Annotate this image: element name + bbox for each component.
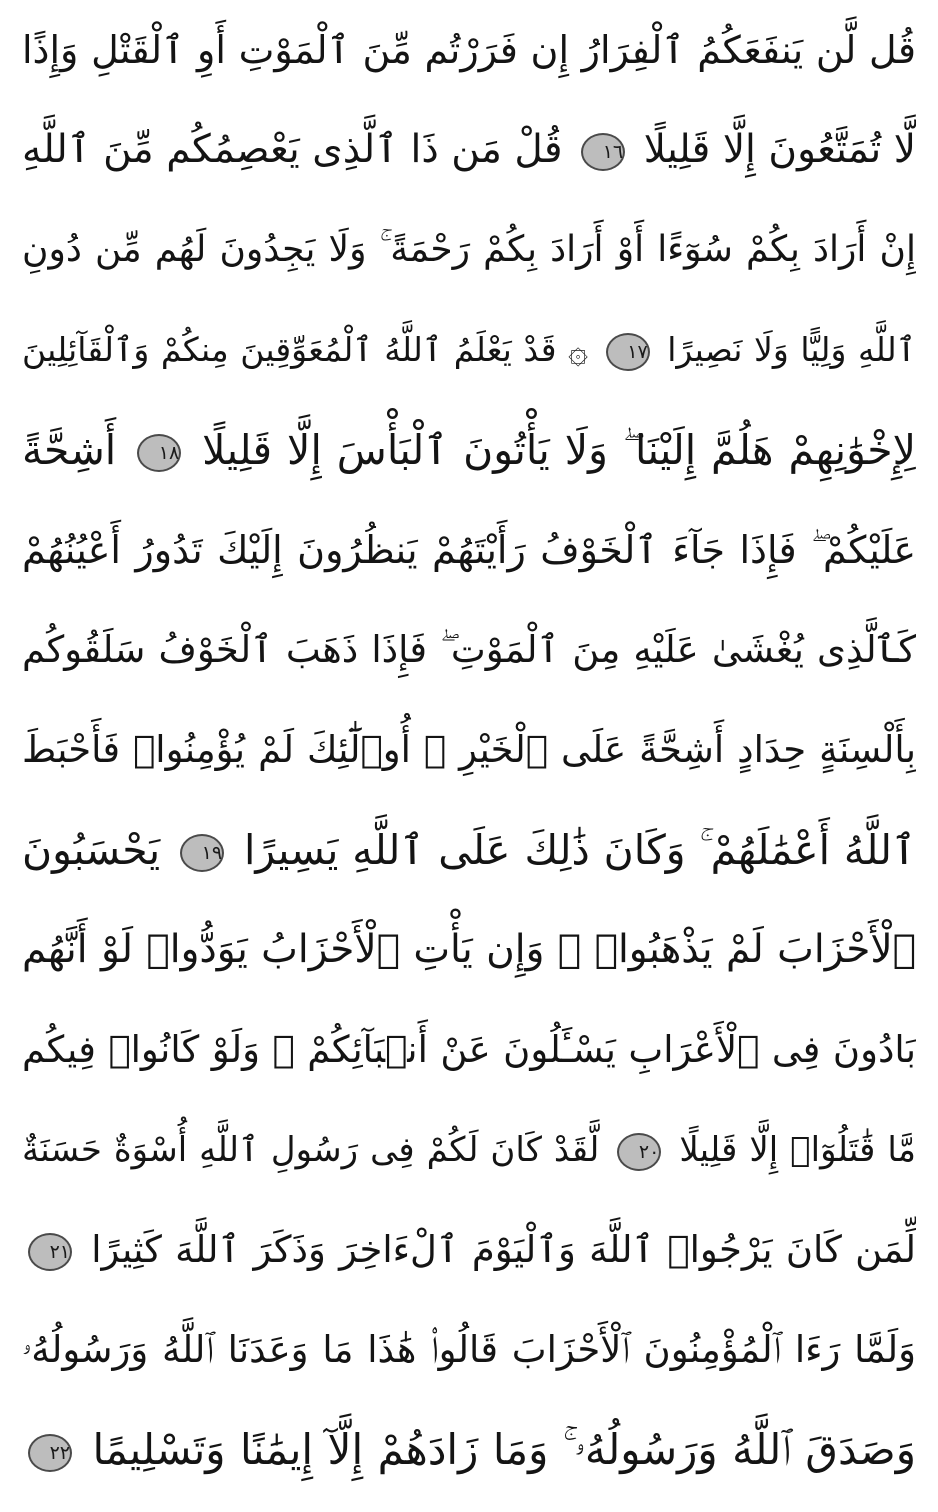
ayah-number-marker: ٢٢ [28,1434,72,1472]
ayah-number-marker: ١٨ [137,434,181,472]
verse-text: لِّمَن كَانَ يَرْجُوا۟ ٱللَّهَ وَٱلْيَوْمَ ٱلْءَاخِرَ وَذَكَرَ ٱللَّهَ كَثِيرًا [91,1228,916,1271]
ayah-number-marker: ١٦ [581,133,625,171]
verse-line [22,0,916,100]
verse-text: إِنْ أَرَادَ بِكُمْ سُوٓءًا أَوْ أَرَادَ بِكُمْ رَحْمَةً ۚ وَلَا يَجِدُونَ لَهُم مِّن دُونِ [22,229,916,270]
ayah-number-marker: ٢١ [28,1233,72,1271]
verse-line [22,1200,916,1300]
verse-text: بِأَلْسِنَةٍ حِدَادٍ أَشِحَّةً عَلَى ٱلْخَيْرِ ۚ أُو۟لَٰٓئِكَ لَمْ يُؤْمِنُوا۟ فَأَحْبَطَ [22,728,916,771]
verse-line [22,100,916,200]
verse-text: ٱللَّهِ وَلِيًّا وَلَا نَصِيرًا [667,330,916,369]
verse-text: يَحْسَبُونَ [22,826,161,874]
verse-text: عَلَيْكُمْ ۖ فَإِذَا جَآءَ ٱلْخَوْفُ رَأَيْتَهُمْ يَنظُرُونَ إِلَيْكَ تَدُورُ أَعْيُنُهُمْ [22,528,916,572]
verse-text: لَّقَدْ كَانَ لَكُمْ فِى رَسُولِ ٱللَّهِ أُسْوَةٌ حَسَنَةٌ [22,1130,600,1170]
verse-line [22,500,916,600]
verse-line [22,1100,916,1200]
verse-line [22,900,916,1000]
hizb-star-icon: ۞ [568,331,589,372]
verse-line [22,400,916,500]
ayah-number-marker: ١٧ [606,333,650,371]
verse-line [22,800,916,900]
verse-text: لِإِخْوَٰنِهِمْ هَلُمَّ إِلَيْنَا ۖ وَلَا يَأْتُونَ ٱلْبَأْسَ إِلَّا قَلِيلًا [202,426,916,474]
verse-text: وَصَدَقَ ٱللَّهُ وَرَسُولُهُۥ ۚ وَمَا زَادَهُمْ إِلَّآ إِيمَٰنًا وَتَسْلِيمًا [92,1425,916,1474]
verse-text: قُلْ مَن ذَا ٱلَّذِى يَعْصِمُكُم مِّنَ ٱللَّهِ [22,127,563,172]
verse-text: قَدْ يَعْلَمُ ٱللَّهُ ٱلْمُعَوِّقِينَ مِنكُمْ وَٱلْقَآئِلِينَ [22,330,557,369]
verse-text: قُل لَّن يَنفَعَكُمُ ٱلْفِرَارُ إِن فَرَرْتُم مِّنَ ٱلْمَوْتِ أَوِ ٱلْقَتْلِ وَإِذًا [22,28,916,72]
verse-text: بَادُونَ فِى ٱلْأَعْرَابِ يَسْـَٔلُونَ عَنْ أَنۢبَآئِكُمْ ۖ وَلَوْ كَانُوا۟ فِيكُم [22,1028,916,1071]
verse-text: مَّا قَٰتَلُوٓا۟ إِلَّا قَلِيلًا [679,1130,916,1170]
verse-line [22,700,916,800]
verse-line [22,600,916,700]
verse-line [22,1000,916,1100]
verse-line [22,1300,916,1400]
verse-text: كَٱلَّذِى يُغْشَىٰ عَلَيْهِ مِنَ ٱلْمَوْتِ ۖ فَإِذَا ذَهَبَ ٱلْخَوْفُ سَلَقُوكُم [22,628,916,671]
verse-line [22,300,916,400]
verse-text: لَّا تُمَتَّعُونَ إِلَّا قَلِيلًا [643,127,916,172]
verse-text: ٱللَّهُ أَعْمَٰلَهُمْ ۚ وَكَانَ ذَٰلِكَ عَلَى ٱللَّهِ يَسِيرًا [244,826,916,874]
verse-text: أَشِحَّةً [22,426,117,474]
verse-line [22,200,916,300]
verse-text: ٱلْأَحْزَابَ لَمْ يَذْهَبُوا۟ ۖ وَإِن يَأْتِ ٱلْأَحْزَابُ يَوَدُّوا۟ لَوْ أَنَّهُم [22,927,916,972]
ayah-number-marker: ٢٠ [617,1133,661,1171]
verse-line [22,1400,916,1500]
quran-page [22,0,916,1512]
ayah-number-marker: ١٩ [180,834,224,872]
verse-text: وَلَمَّا رَءَا ٱلْمُؤْمِنُونَ ٱلْأَحْزَابَ قَالُوا۟ هَٰذَا مَا وَعَدَنَا ٱللَّهُ وَرَسُولُهُۥ [22,1328,916,1371]
